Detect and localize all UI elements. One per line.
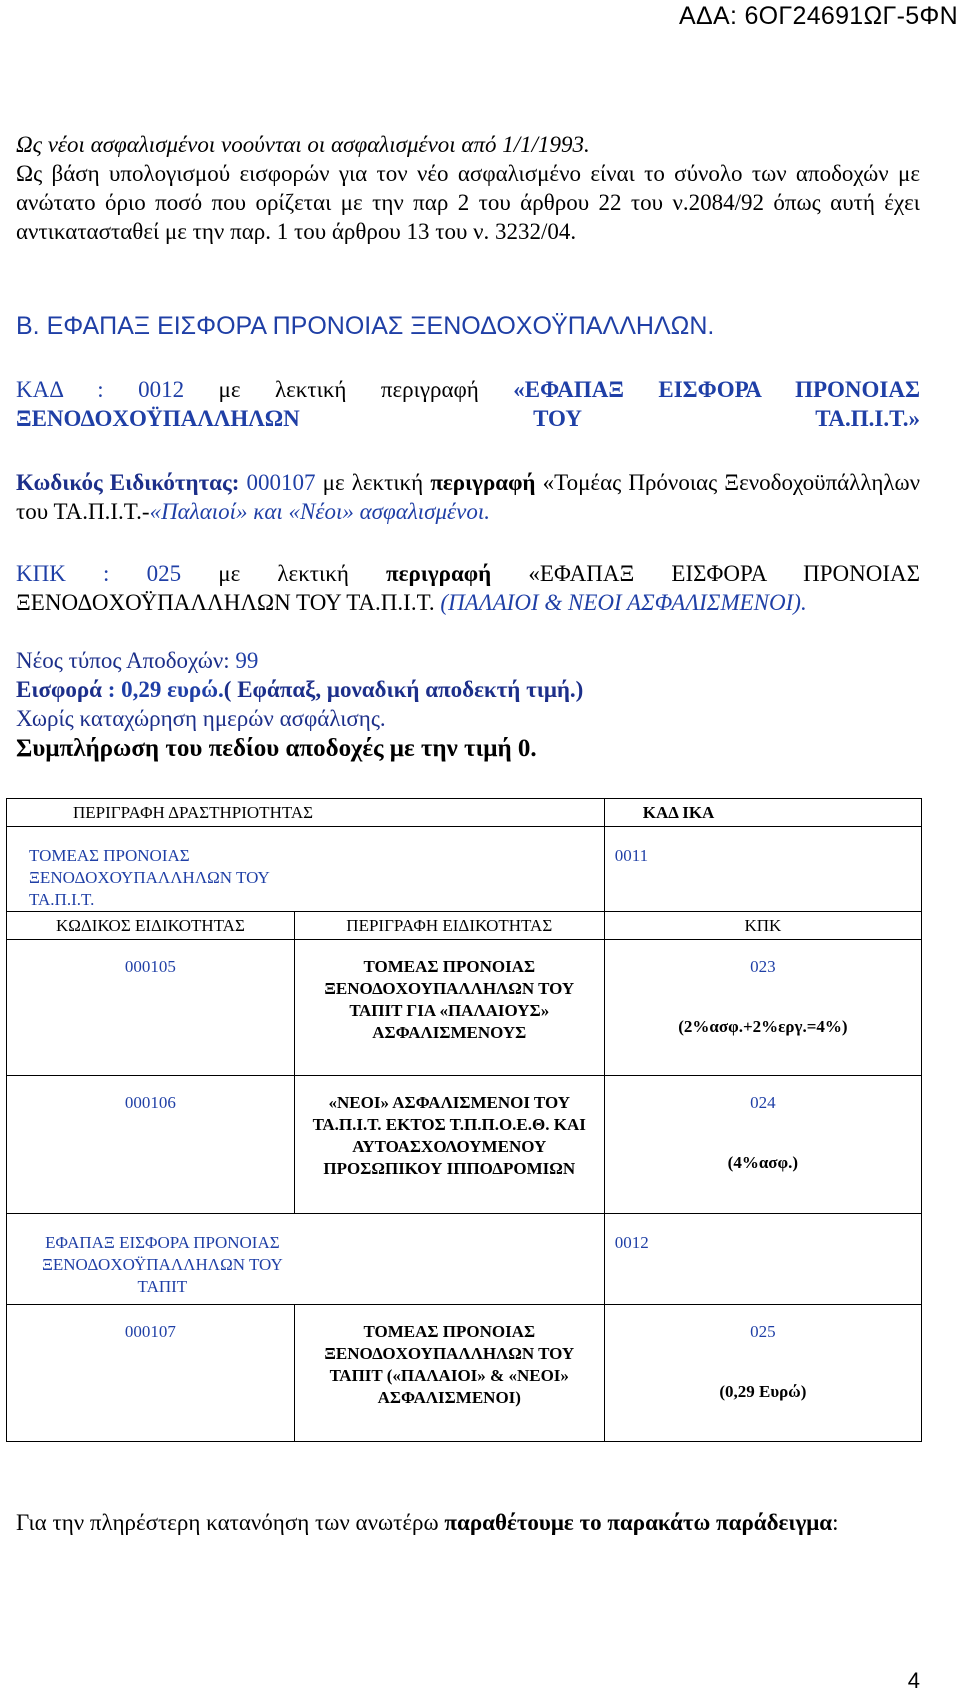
table-row (7, 940, 922, 1076)
closing-paragraph (16, 1508, 920, 1538)
closing-bold: παραθέτουμε το παρακάτω παράδειγμα (444, 1510, 833, 1535)
kad-label: ΚΑΔ (16, 377, 63, 402)
row3-kpk-note: (0,29 Ευρώ) (719, 1382, 807, 1401)
header-kad-ika-text: ΚΑΔ ΙΚΑ (642, 803, 715, 822)
header-spec-desc-text: ΠΕΡΙΓΡΑΦΗ ΕΙΔΙΚΟΤΗΤΑΣ (346, 916, 553, 935)
contribution-note: ( Εφάπαξ, μοναδική αποδεκτή τιμή.) (223, 677, 584, 702)
kad-code: 0012 (138, 377, 185, 402)
no-days-line: Χωρίς καταχώρηση ημερών ασφάλισης. (16, 706, 386, 731)
activity-2-desc: ΕΦΑΠΑΞ ΕΙΣΦΟΡΑ ΠΡΟΝΟΙΑΣ ΞΕΝΟΔΟΧΟΫΠΑΛΛΗΛΩΝ ΤΟΥ ΤΑΠΙΤ (41, 1233, 283, 1296)
row2-code-text: 000106 (124, 1093, 176, 1112)
activity-table (6, 798, 922, 1442)
row1-code-text: 000105 (124, 957, 176, 976)
row1-kpk-text: 023 (750, 957, 776, 976)
specialty-desc: «Τομέας Πρόνοιας Ξενοδοχοϋπάλληλων του ΤΑ.Π.Ι.Τ.- (16, 470, 921, 524)
kpk-desc-italic: (ΠΑΛΑΙΟΙ & ΝΕΟΙ ΑΣΦΑΛΙΣΜΕΝΟΙ). (440, 590, 807, 615)
closing-end: : (832, 1510, 839, 1535)
kpk-code: 025 (146, 561, 182, 586)
table-row (7, 1305, 922, 1442)
kad-mid: με λεκτική περιγραφή (218, 377, 479, 402)
header-spec-desc (294, 912, 604, 940)
row2-desc-text: «ΝΕΟΙ» ΑΣΦΑΛΙΣΜΕΝΟΙ ΤΟΥ ΤΑ.Π.Ι.Τ. ΕΚΤΟΣ Τ.Π.Π.Ο.Ε.Θ. ΚΑΙ ΑΥΤΟΑΣΧΟΛΟΥΜΕΝΟΥ ΠΡΟΣΩΠΙΚΟΥ ΙΠΠΟΔΡΟΜΙΩΝ (312, 1093, 586, 1178)
intro-line: Ως νέοι ασφαλισμένοι νοούνται οι ασφαλισμένοι από 1/1/1993. (16, 132, 590, 157)
row2-kpk-text: 024 (750, 1093, 776, 1112)
kpk-desc: «ΕΦΑΠΑΞ ΕΙΣΦΟΡΑ ΠΡΟΝΟΙΑΣ ΞΕΝΟΔΟΧΟΫΠΑΛΛΗΛΩΝ ΤΟΥ ΤΑ.Π.Ι.Τ. (16, 561, 921, 615)
row3-desc-text: ΤΟΜΕΑΣ ΠΡΟΝΟΙΑΣ ΞΕΝΟΔΟΧΟΥΠΑΛΛΗΛΩΝ ΤΟΥ ΤΑΠΙΤ («ΠΑΛΑΙΟΙ» & «ΝΕΟΙ» ΑΣΦΑΛΙΣΜΕΝΟΙ) (324, 1322, 575, 1407)
kpk-label: ΚΠΚ (16, 561, 66, 586)
header-kpk-text: ΚΠΚ (744, 916, 782, 935)
table-row (7, 1076, 922, 1214)
row2-kpk-note: (4%ασφ.) (727, 1153, 799, 1172)
row2-desc (294, 1076, 604, 1214)
specialty-paragraph (16, 468, 920, 526)
row3-kpk (604, 1305, 921, 1442)
specialty-mid: με λεκτική (322, 470, 424, 495)
row2-code (7, 1076, 295, 1214)
row1-kpk-note: (2%ασφ.+2%εργ.=4%) (678, 1017, 848, 1036)
specialty-bold-word: περιγραφή (430, 470, 536, 495)
contribution-value: : 0,29 ευρώ. (107, 677, 224, 702)
row3-code-text: 000107 (124, 1322, 176, 1341)
contribution-line (16, 675, 920, 704)
row3-kpk-text: 025 (750, 1322, 776, 1341)
kpk-paragraph (16, 559, 920, 617)
row1-desc-text: ΤΟΜΕΑΣ ΠΡΟΝΟΙΑΣ ΞΕΝΟΔΟΧΟΥΠΑΛΛΗΛΩΝ ΤΟΥ ΤΑΠΙΤ ΓΙΑ «ΠΑΛΑΙΟΥΣ» ΑΣΦΑΛΙΣΜΕΝΟΥΣ (324, 957, 575, 1042)
page-number: 4 (907, 1668, 920, 1693)
specialty-label: Κωδικός Ειδικότητας: (16, 470, 240, 495)
activity-1-kad (604, 827, 921, 912)
closing-text: Για την πληρέστερη κατανόηση των ανωτέρω (16, 1510, 439, 1535)
new-type-line (16, 646, 920, 675)
kad-paragraph (16, 375, 920, 433)
activity-1 (7, 827, 605, 912)
header-kad-ika (604, 799, 921, 827)
row3-desc (294, 1305, 604, 1442)
row1-code (7, 940, 295, 1076)
row2-kpk (604, 1076, 921, 1214)
kpk-sep: : (103, 561, 110, 586)
specialty-desc-italic: «Παλαιοί» και «Νέοι» ασφαλισμένοι. (149, 499, 490, 524)
kad-desc: «ΕΦΑΠΑΞ ΕΙΣΦΟΡΑ ΠΡΟΝΟΙΑΣ ΞΕΝΟΔΟΧΟΫΠΑΛΛΗΛΩΝ ΤΟΥ ΤΑ.Π.Ι.Τ.» (16, 377, 921, 431)
activity-1-desc: ΤΟΜΕΑΣ ΠΡΟΝΟΙΑΣ ΞΕΝΟΔΟΧΟΥΠΑΛΛΗΛΩΝ ΤΟΥ ΤΑ.Π.Ι.Τ. (29, 846, 270, 909)
header-activity-text: ΠΕΡΙΓΡΑΦΗ ΔΡΑΣΤΗΡΙΟΤΗΤΑΣ (73, 803, 314, 822)
ada-header: ΑΔΑ: 6ΟΓ24691ΩΓ-5ΦΝ (679, 2, 958, 30)
header-code (7, 912, 295, 940)
header-code-text: ΚΩΔΙΚΟΣ ΕΙΔΙΚΟΤΗΤΑΣ (55, 916, 245, 935)
kad-sep: : (97, 377, 104, 402)
header-activity (7, 799, 605, 827)
activity-2 (7, 1214, 605, 1305)
new-type-label: τύπος Αποδοχών: (68, 648, 230, 673)
specialty-code: 000107 (246, 470, 316, 495)
header-kpk (604, 912, 921, 940)
new-type-label-bold: Νέος (16, 648, 63, 673)
activity-2-kad-text: 0012 (614, 1233, 649, 1252)
kpk-mid: με λεκτική (218, 561, 349, 586)
kpk-bold-word: περιγραφή (386, 561, 492, 586)
section-b-title: Β. ΕΦΑΠΑΞ ΕΙΣΦΟΡΑ ΠΡΟΝΟΙΑΣ ΞΕΝΟΔΟΧΟΫΠΑΛΛΗΛΩΝ. (16, 312, 715, 340)
activity-2-kad (604, 1214, 921, 1305)
contribution-label: Εισφορά (16, 677, 102, 702)
intro-paragraph: Ως βάση υπολογισμού εισφορών για τον νέο ασφαλισμένο είναι το σύνολο των αποδοχών με ανώτατο όριο ποσό που ορίζεται με την παρ 2 του άρθρου 22 του ν.2084/92 όπως αυτή έχει αντικατασταθεί με την παρ. 1 του άρθρου 13 του ν. 3232/04. (16, 161, 920, 244)
new-type-value: 99 (235, 648, 259, 673)
row1-desc (294, 940, 604, 1076)
activity-1-kad-text: 0011 (614, 846, 649, 865)
fill-note: Συμπλήρωση του πεδίου αποδοχές με την τιμή 0. (16, 735, 537, 762)
row1-kpk (604, 940, 921, 1076)
row3-code (7, 1305, 295, 1442)
